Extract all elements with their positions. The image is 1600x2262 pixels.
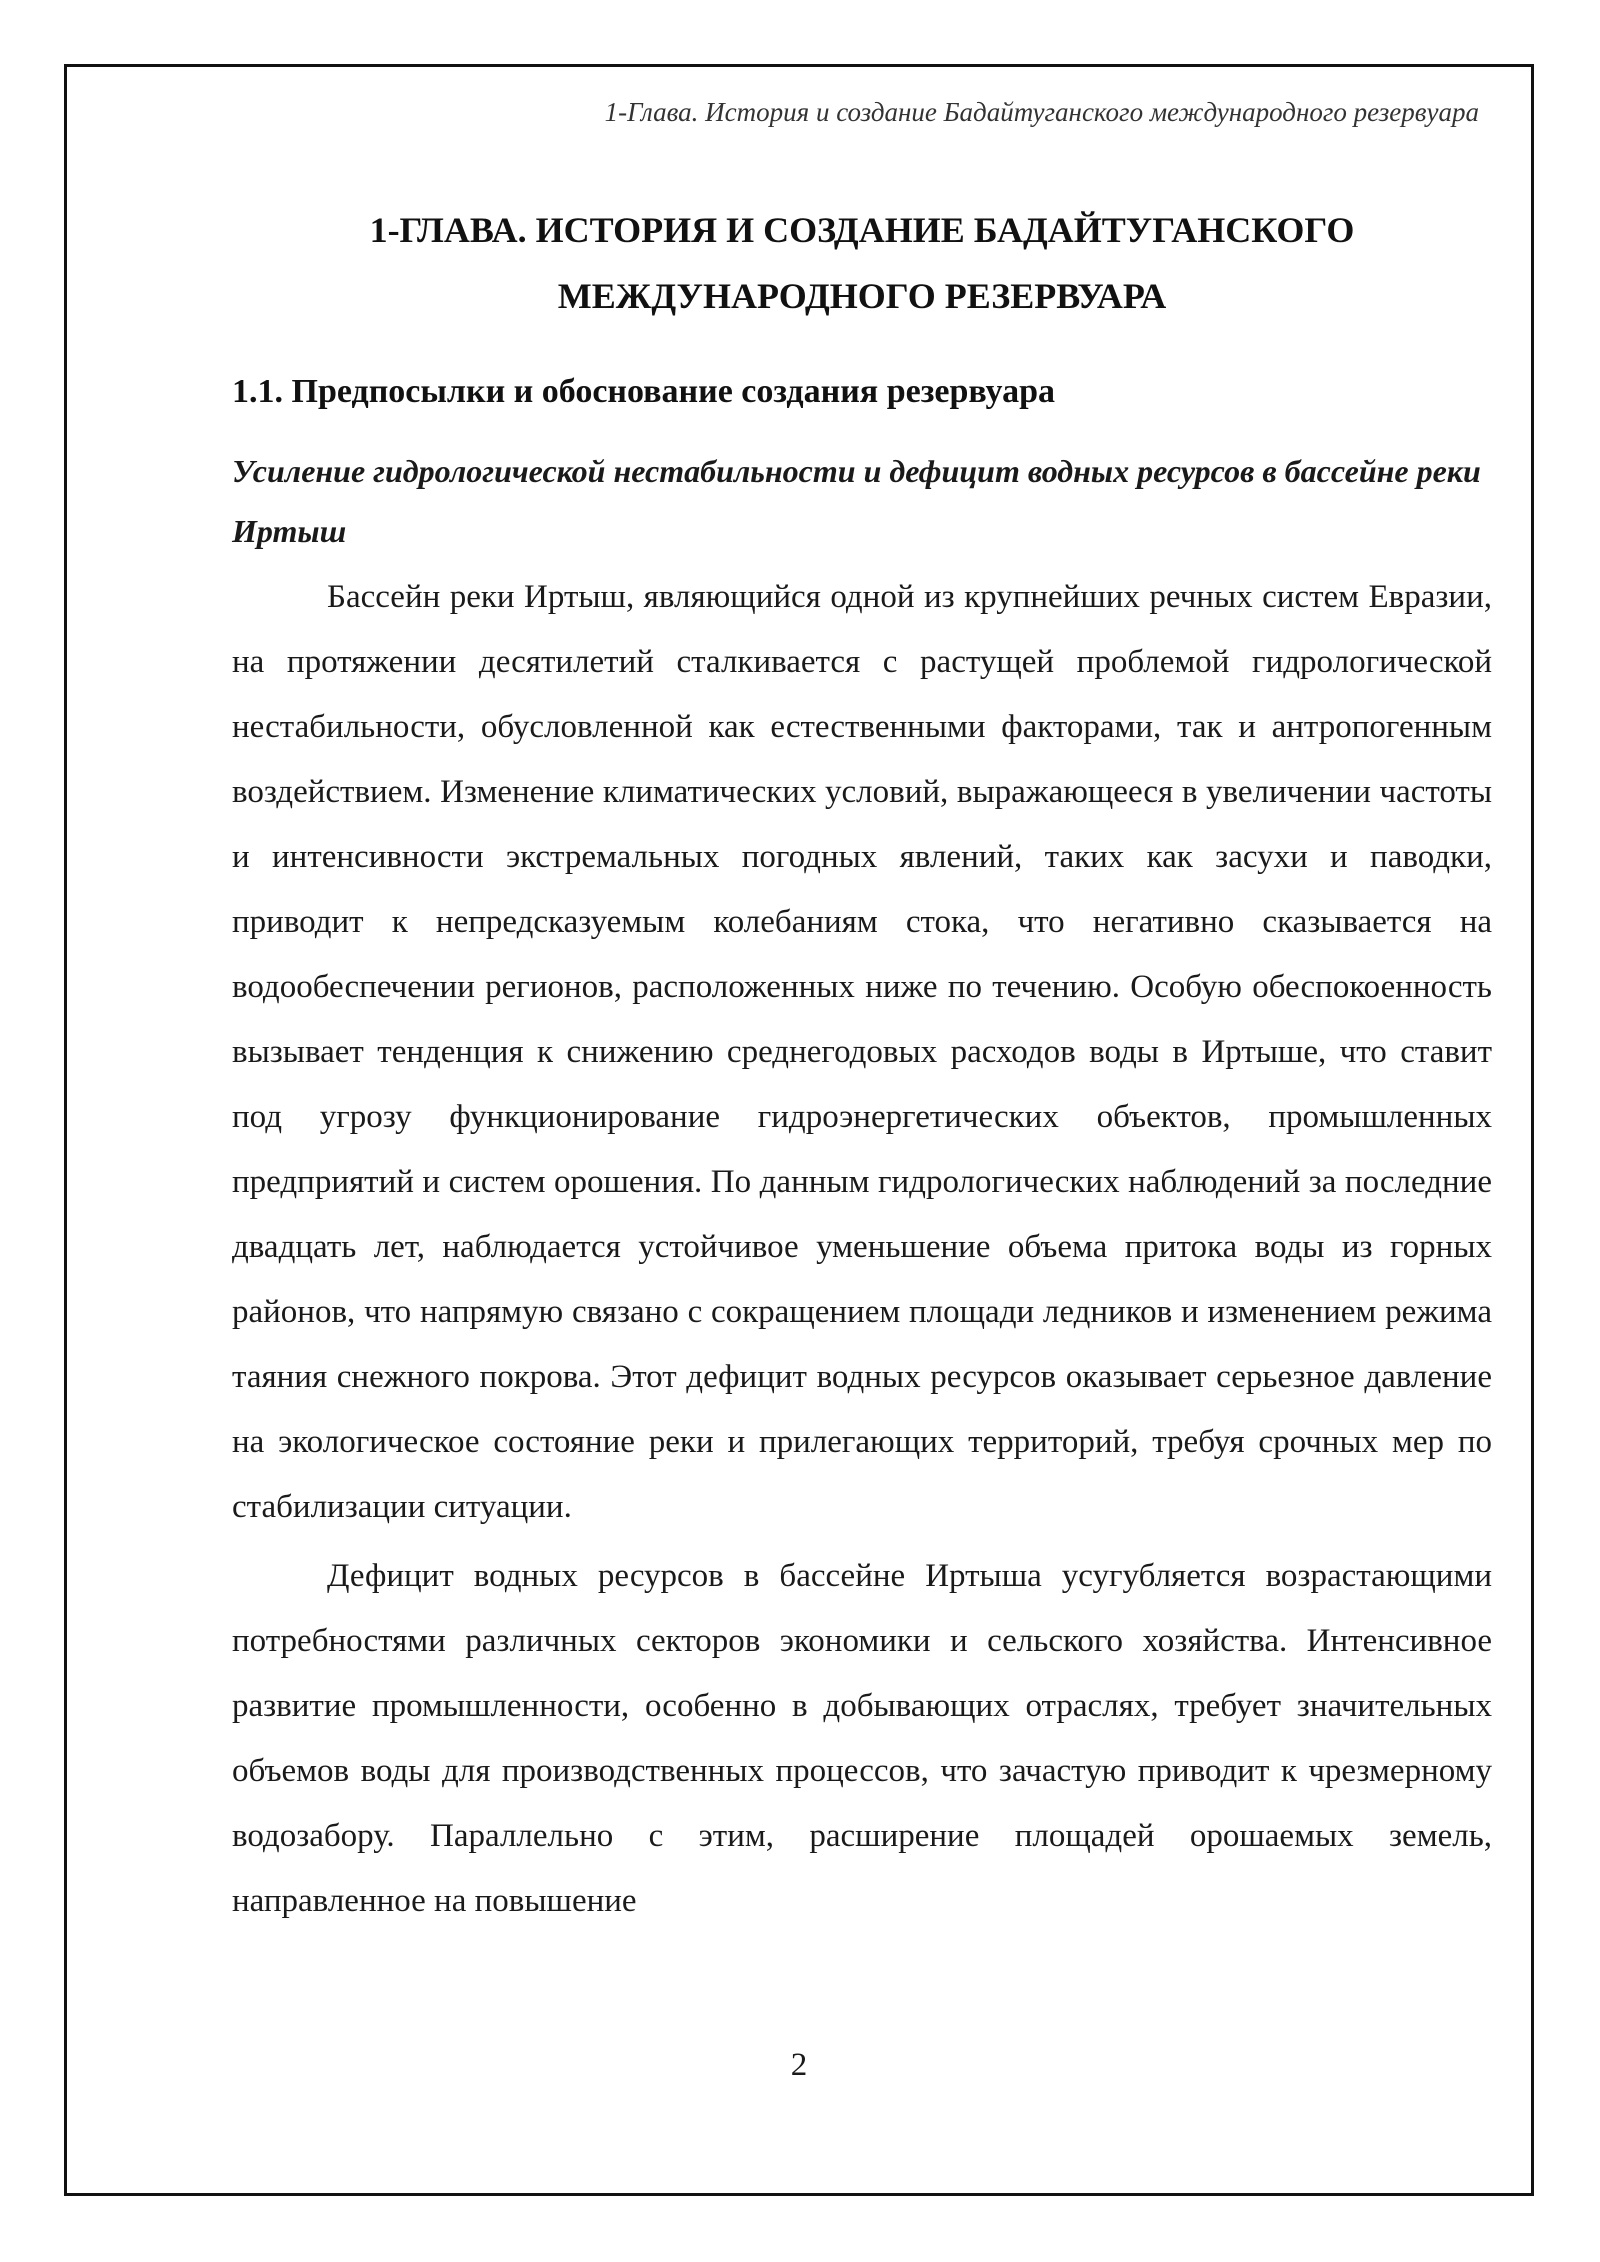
body-paragraph-1: Бассейн реки Иртыш, являющийся одной из крупнейших речных систем Евразии, на протяжении десятилетий сталкивается с растущей проблемой гидрологической нестабильности, обусловленной как естественными факторами, так и антропогенным воздействием. Изменение климатических условий, выражающееся в увеличении частоты и интенсивности экстремальных погодных явлений, таких как засухи и паводки, приводит к непредсказуемым колебаниям стока, что негативно сказывается на водообеспечении регионов, расположенных ниже по течению. Особую обеспокоенность вызывает тенденция к снижению среднегодовых расходов воды в Иртыше, что ставит под угрозу функционирование гидроэнергетических объектов, промышленных предприятий и систем орошения. По данным гидрологических наблюдений за последние двадцать лет, наблюдается устойчивое уменьшение объема притока воды из горных районов, что напрямую связано с сокращением площади ледников и изменением режима таяния снежного покрова. Этот дефицит водных ресурсов оказывает серьезное давление на экологическое состояние реки и прилегающих территорий, требуя срочных мер по стабилизации ситуации.: [232, 579, 1492, 1525]
page-frame: [64, 64, 1534, 2196]
page-content: [232, 197, 1492, 1934]
section-title: 1.1. Предпосылки и обоснование создания резервуара: [232, 373, 1056, 410]
body-paragraph-2: Дефицит водных ресурсов в бассейне Иртыша усугубляется возрастающими потребностями различных секторов экономики и сельского хозяйства. Интенсивное развитие промышленности, особенно в добывающих отраслях, требует значительных объемов воды для производственных процессов, что зачастую приводит к чрезмерному водозабору. Параллельно с этим, расширение площадей орошаемых земель, направленное на повышение: [232, 1558, 1492, 1919]
chapter-title: [232, 197, 1492, 329]
section-subtitle: Усиление гидрологической нестабильности и дефицит водных ресурсов в бассейне реки Иртыш: [232, 453, 1481, 549]
page-number: 2: [790, 2047, 808, 2083]
running-header: 1-Глава. История и создание Бадайтуганского международного резервуара: [604, 97, 1479, 127]
chapter-title-line-2: МЕЖДУНАРОДНОГО РЕЗЕРВУАРА: [557, 276, 1167, 316]
chapter-title-line-1: 1-ГЛАВА. ИСТОРИЯ И СОЗДАНИЕ БАДАЙТУГАНСКОГО: [369, 210, 1355, 250]
